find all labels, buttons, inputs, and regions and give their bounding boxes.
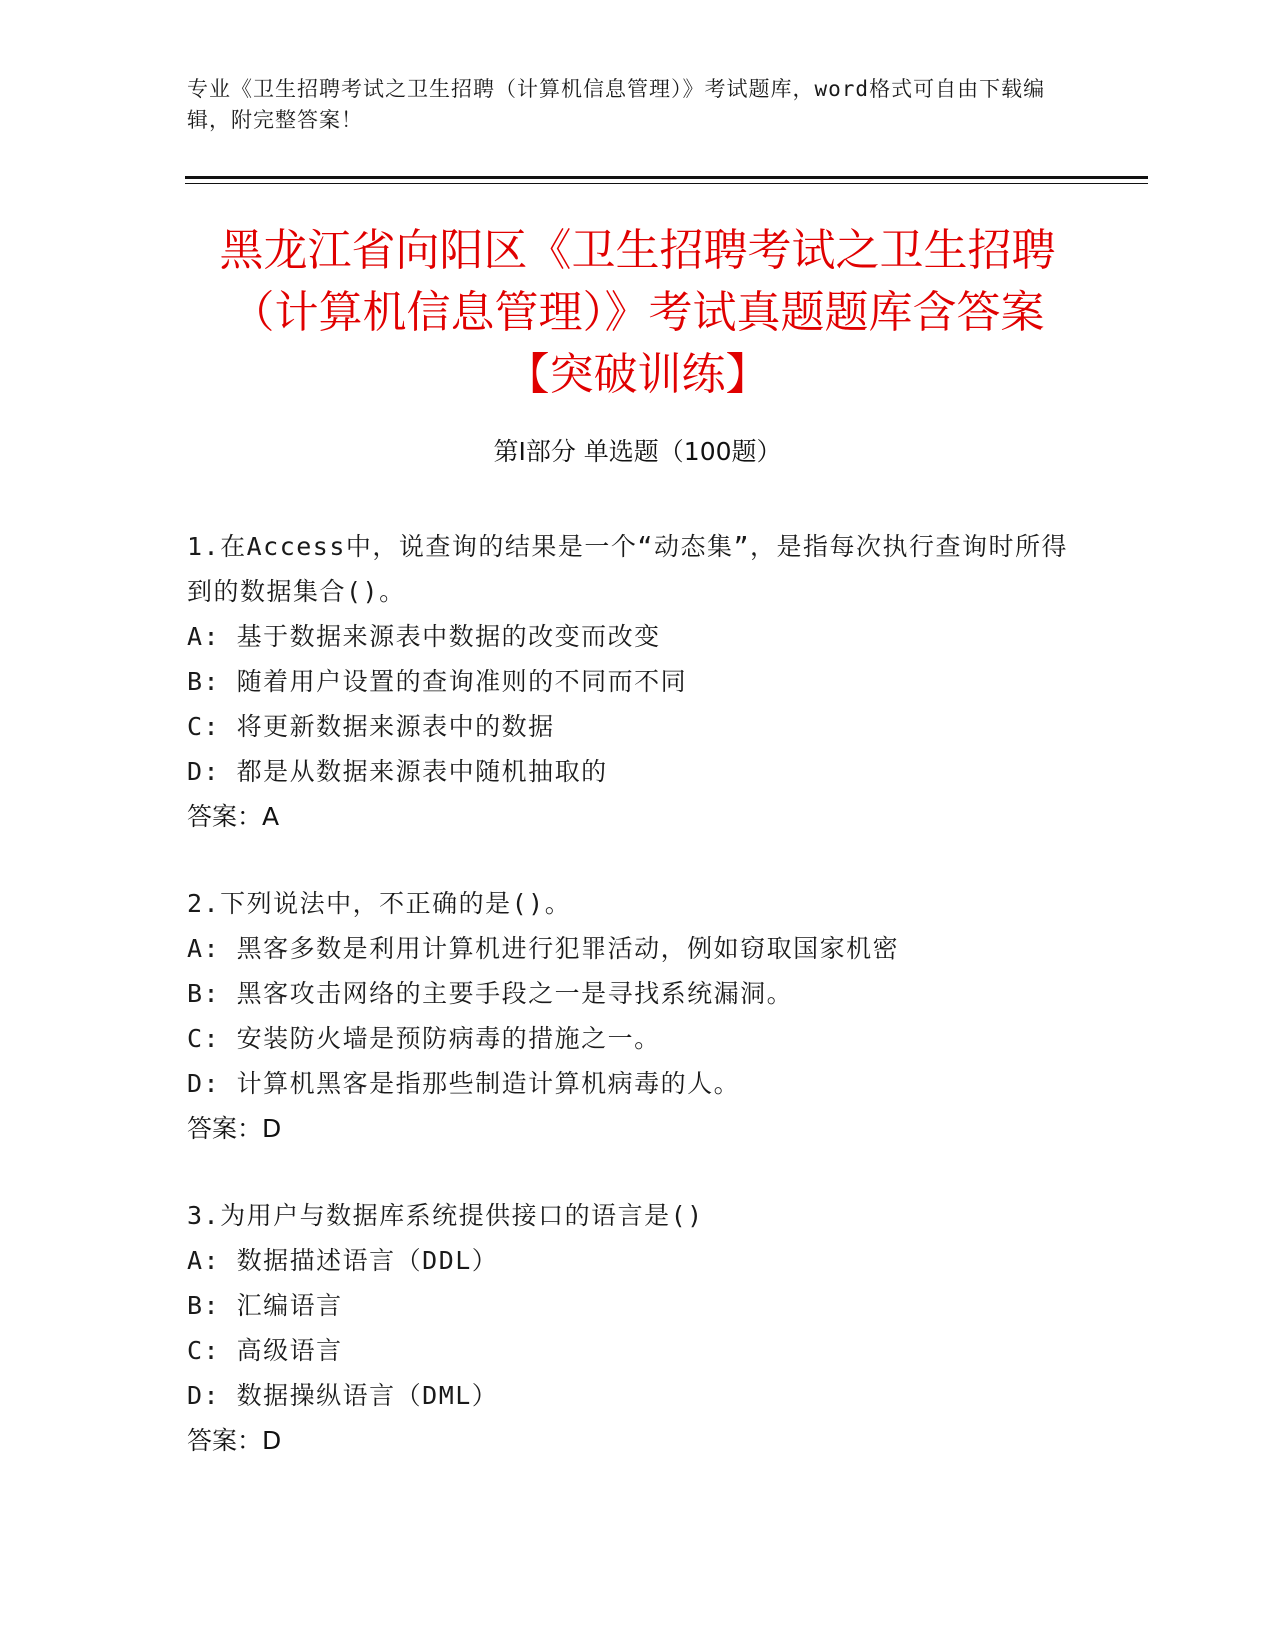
answer: 答案：D <box>187 1114 282 1143</box>
option-b: B: 黑客攻击网络的主要手段之一是寻找系统漏洞。 <box>187 979 794 1008</box>
document-title <box>150 220 1125 406</box>
question-2 <box>187 881 1087 1151</box>
question-1 <box>187 524 1087 839</box>
section-title: 第I部分 单选题（100题） <box>493 437 782 466</box>
question-stem: 1.在Access中，说查询的结果是一个“动态集”，是指每次执行查询时所得到的数据集合()。 <box>187 532 1069 606</box>
option-b: B: 汇编语言 <box>187 1291 343 1320</box>
header-divider-thin <box>185 183 1148 184</box>
document-title-line-1: 黑龙江省向阳区《卫生招聘考试之卫生招聘 <box>219 225 1056 276</box>
option-d: D: 都是从数据来源表中随机抽取的 <box>187 757 608 786</box>
answer: 答案：A <box>187 802 280 831</box>
option-b: B: 随着用户设置的查询准则的不同而不同 <box>187 667 688 696</box>
answer: 答案：D <box>187 1426 282 1455</box>
question-list <box>187 524 1087 1505</box>
document-title-line-2: （计算机信息管理）》考试真题题库含答案 <box>230 287 1045 338</box>
header-divider-thick <box>185 176 1148 179</box>
option-c: C: 将更新数据来源表中的数据 <box>187 712 555 741</box>
option-d: D: 计算机黑客是指那些制造计算机病毒的人。 <box>187 1069 741 1098</box>
option-c: C: 安装防火墙是预防病毒的措施之一。 <box>187 1024 661 1053</box>
option-a: A: 基于数据来源表中数据的改变而改变 <box>187 622 661 651</box>
option-d: D: 数据操纵语言（DML） <box>187 1381 499 1410</box>
header-note: 专业《卫生招聘考试之卫生招聘（计算机信息管理）》考试题库，word格式可自由下载编辑，附完整答案！ <box>187 77 1046 132</box>
document-title-line-3: 【突破训练】 <box>505 349 770 400</box>
option-c: C: 高级语言 <box>187 1336 343 1365</box>
question-3 <box>187 1193 1087 1463</box>
option-a: A: 黑客多数是利用计算机进行犯罪活动，例如窃取国家机密 <box>187 934 900 963</box>
question-stem: 2.下列说法中，不正确的是()。 <box>187 889 572 918</box>
question-stem: 3.为用户与数据库系统提供接口的语言是() <box>187 1201 704 1230</box>
option-a: A: 数据描述语言（DDL） <box>187 1246 499 1275</box>
